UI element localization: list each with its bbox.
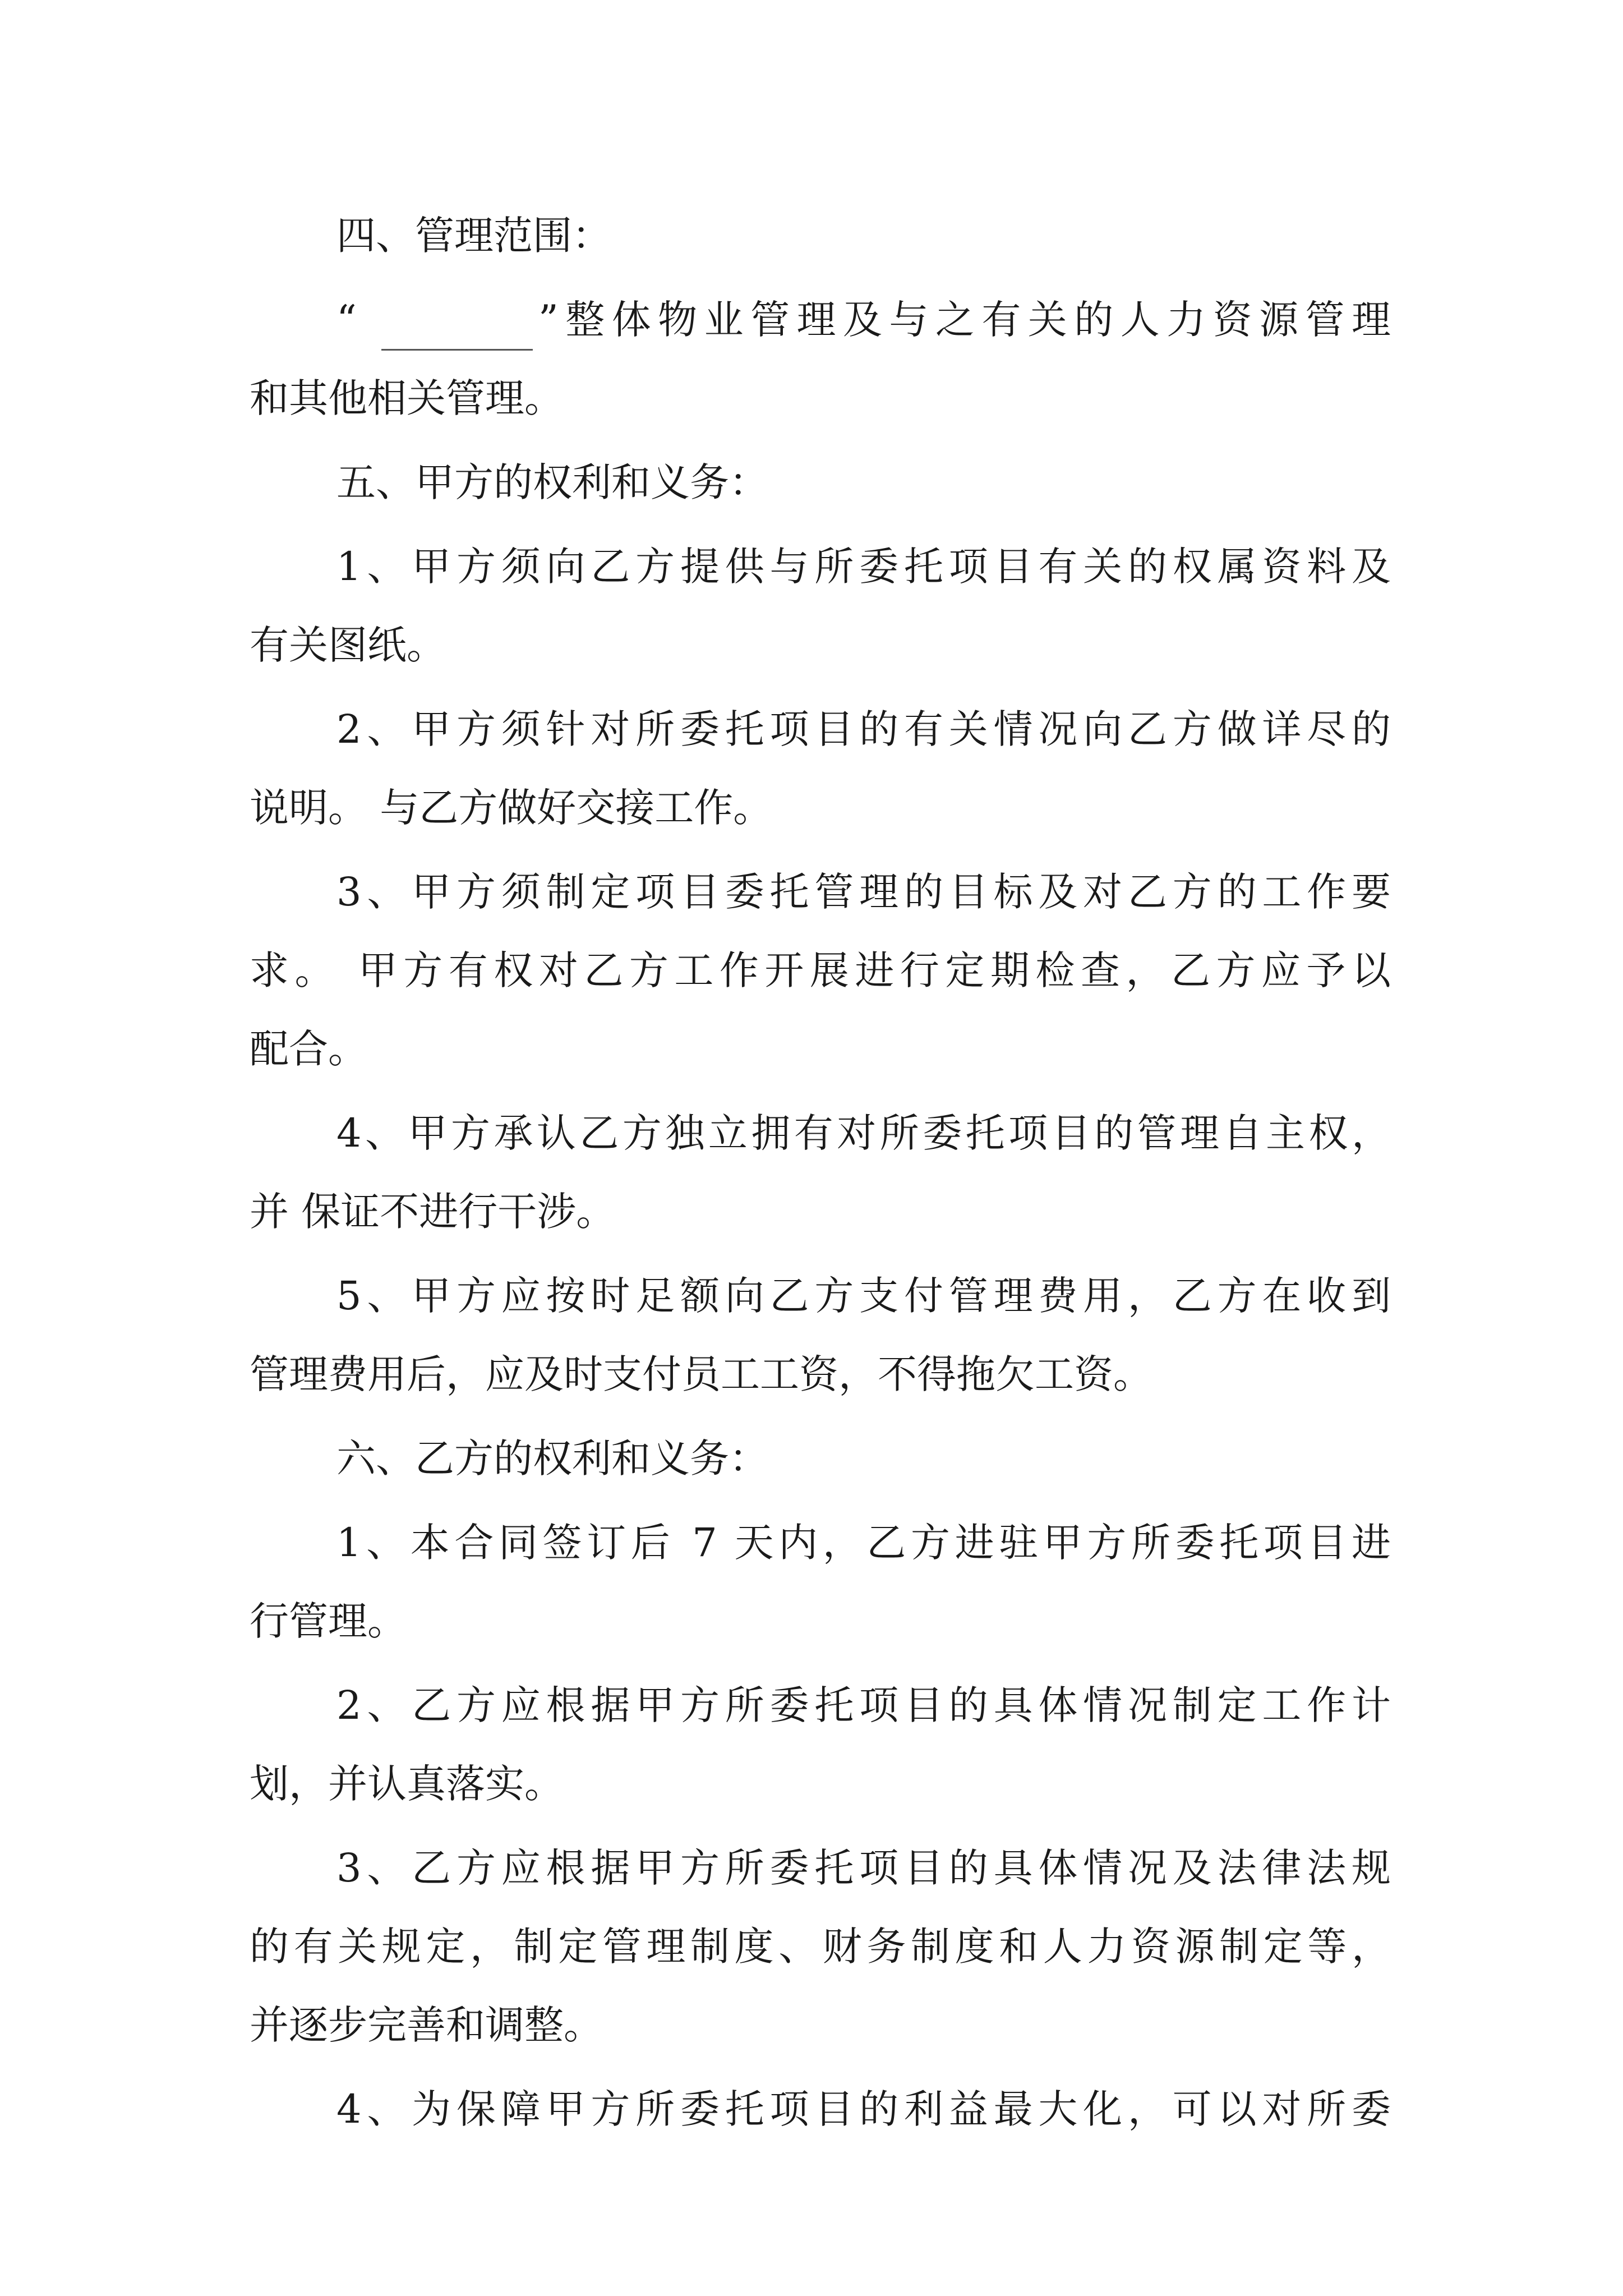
text-line: 4、甲方承认乙方独立拥有对所委托项目的管理自主权， [336,1110,1391,1156]
text-line: “ ”整体物业管理及与之有关的人力资源管理 [0,289,1623,351]
text-line: 和其他相关管理。 [250,375,564,421]
text-line: 行管理。 [250,1598,407,1644]
text-line: 管理费用后，应及时支付员工工资，不得拖欠工资。 [250,1351,1152,1397]
text-line: 并 保证不进行干涉。 [250,1189,616,1235]
text-line: 配合。 [250,1026,367,1072]
text-line: 并逐步完善和调整。 [250,2002,603,2048]
text-line: 5、甲方应按时足额向乙方支付管理费用，乙方在收到 [336,1273,1391,1319]
blank-underline [381,289,533,351]
text-line: 说明。 与乙方做好交接工作。 [250,785,773,831]
text-line: 的有关规定，制定管理制度、财务制度和人力资源制定等， [250,1924,1391,1970]
text-line: 2、甲方须针对所委托项目的有关情况向乙方做详尽的 [336,706,1391,752]
text-line: 3、甲方须制定项目委托管理的目标及对乙方的工作要 [336,869,1391,915]
text-line: 2、乙方应根据甲方所委托项目的具体情况制定工作计 [336,1682,1391,1728]
text-line: 1、本合同签订后 7 天内，乙方进驻甲方所委托项目进 [336,1520,1391,1566]
text-line: 有关图纸。 [250,622,446,668]
section-heading-management-scope: 四、管理范围： [336,213,611,259]
text-line: 4、为保障甲方所委托项目的利益最大化，可以对所委 [336,2086,1391,2132]
text-line: 3、乙方应根据甲方所委托项目的具体情况及法律法规 [336,1845,1391,1891]
section-heading-party-b-rights: 六、乙方的权利和义务： [336,1435,768,1481]
text-line: 划，并认真落实。 [250,1761,564,1807]
text-line: 1、甲方须向乙方提供与所委托项目有关的权属资料及 [336,544,1391,590]
text-line: 求。 甲方有权对乙方工作开展进行定期检查，乙方应予以 [250,947,1391,993]
section-heading-party-a-rights: 五、甲方的权利和义务： [336,459,768,505]
